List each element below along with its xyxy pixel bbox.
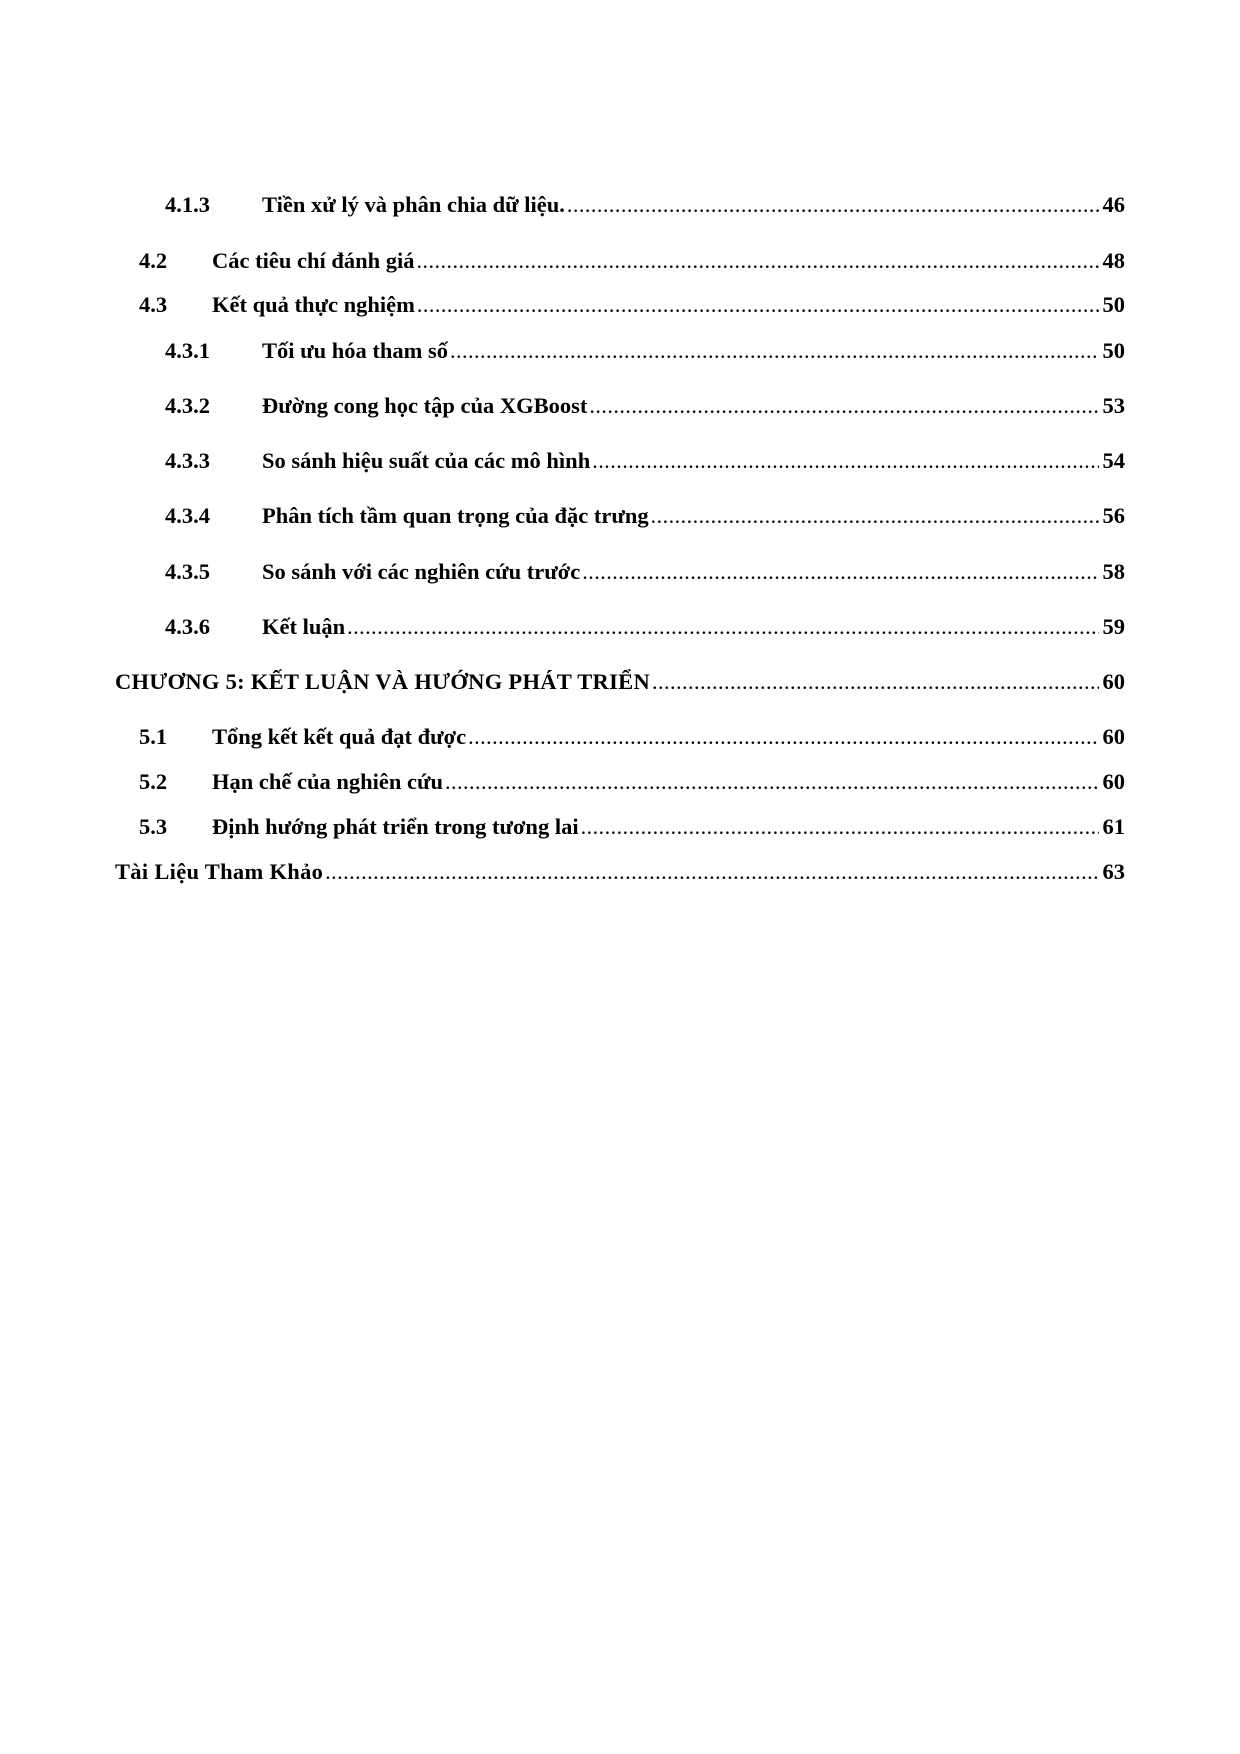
dot-leader (567, 190, 1099, 220)
toc-entry-chapter-5[interactable] (115, 667, 1125, 697)
toc-entry-page: 60 (1102, 769, 1125, 794)
toc-entry-page: 48 (1102, 248, 1125, 273)
dot-leader (417, 246, 1099, 276)
toc-entry-page: 50 (1102, 338, 1125, 363)
toc-entry-title: Tổng kết kết quả đạt được (212, 724, 467, 749)
dot-leader (592, 446, 1099, 476)
toc-entry-4-3-2[interactable] (115, 391, 1125, 421)
toc-entry-number: 4.3 (139, 292, 168, 317)
toc-entry-page: 46 (1102, 192, 1125, 217)
toc-entry-4-3-3[interactable] (115, 446, 1125, 476)
toc-entry-page: 58 (1102, 559, 1125, 584)
toc-entry-title: Kết quả thực nghiệm (212, 292, 415, 317)
toc-entry-4-3-6[interactable] (115, 612, 1125, 642)
toc-entry-title: Phân tích tầm quan trọng của đặc trưng (262, 503, 649, 528)
toc-entry-title: Đường cong học tập của XGBoost (262, 393, 588, 418)
toc-entry-page: 50 (1102, 292, 1125, 317)
toc-entry-4-3-1[interactable] (115, 336, 1125, 366)
toc-entry-4-3-5[interactable] (115, 557, 1125, 587)
toc-entry-title: Tối ưu hóa tham số (262, 338, 449, 363)
toc-entry-number: 4.2 (139, 248, 168, 273)
dot-leader (347, 612, 1099, 642)
toc-entry-title: CHƯƠNG 5: KẾT LUẬN VÀ HƯỚNG PHÁT TRIỂN (115, 669, 650, 694)
toc-entry-number: 4.3.3 (165, 448, 210, 473)
dot-leader (582, 557, 1099, 587)
toc-entry-title: Các tiêu chí đánh giá (212, 248, 415, 273)
toc-entry-title: So sánh với các nghiên cứu trước (262, 559, 581, 584)
dot-leader (325, 857, 1099, 887)
dot-leader (652, 667, 1099, 697)
toc-entry-title: So sánh hiệu suất của các mô hình (262, 448, 591, 473)
toc-entry-4-3[interactable] (115, 290, 1125, 320)
toc-entry-5-3[interactable] (115, 812, 1125, 842)
toc-entry-4-2[interactable] (115, 246, 1125, 276)
toc-entry-number: 5.1 (139, 724, 168, 749)
dot-leader (450, 336, 1099, 366)
dot-leader (589, 391, 1099, 421)
toc-entry-4-1-3[interactable] (115, 190, 1125, 220)
toc-entry-references[interactable] (115, 857, 1125, 887)
dot-leader (445, 767, 1099, 797)
toc-entry-title: Tài Liệu Tham Khảo (115, 859, 324, 884)
toc-entry-number: 4.3.1 (165, 338, 210, 363)
toc-entry-number: 4.3.2 (165, 393, 210, 418)
toc-entry-page: 60 (1102, 724, 1125, 749)
toc-entry-5-1[interactable] (115, 722, 1125, 752)
dot-leader (468, 722, 1099, 752)
toc-entry-number: 4.3.6 (165, 614, 210, 639)
toc-entry-page: 60 (1102, 669, 1125, 694)
toc-entry-number: 4.1.3 (165, 192, 210, 217)
toc-entry-title: Tiền xử lý và phân chia dữ liệu. (262, 192, 565, 217)
dot-leader (581, 812, 1099, 842)
toc-entry-number: 4.3.4 (165, 503, 210, 528)
toc-entry-page: 56 (1102, 503, 1125, 528)
toc-entry-title: Định hướng phát triển trong tương lai (212, 814, 579, 839)
toc-entry-4-3-4[interactable] (115, 501, 1125, 531)
toc-entry-page: 54 (1102, 448, 1125, 473)
toc-entry-title: Kết luận (262, 614, 346, 639)
toc-entry-page: 61 (1102, 814, 1125, 839)
toc-entry-page: 63 (1102, 859, 1125, 884)
toc-entry-number: 5.2 (139, 769, 168, 794)
toc-entry-number: 5.3 (139, 814, 168, 839)
toc-entry-5-2[interactable] (115, 767, 1125, 797)
toc-entry-page: 53 (1102, 393, 1125, 418)
toc-entry-page: 59 (1102, 614, 1125, 639)
toc-entry-number: 4.3.5 (165, 559, 210, 584)
dot-leader (651, 501, 1099, 531)
toc-entry-title: Hạn chế của nghiên cứu (212, 769, 444, 794)
dot-leader (417, 290, 1099, 320)
